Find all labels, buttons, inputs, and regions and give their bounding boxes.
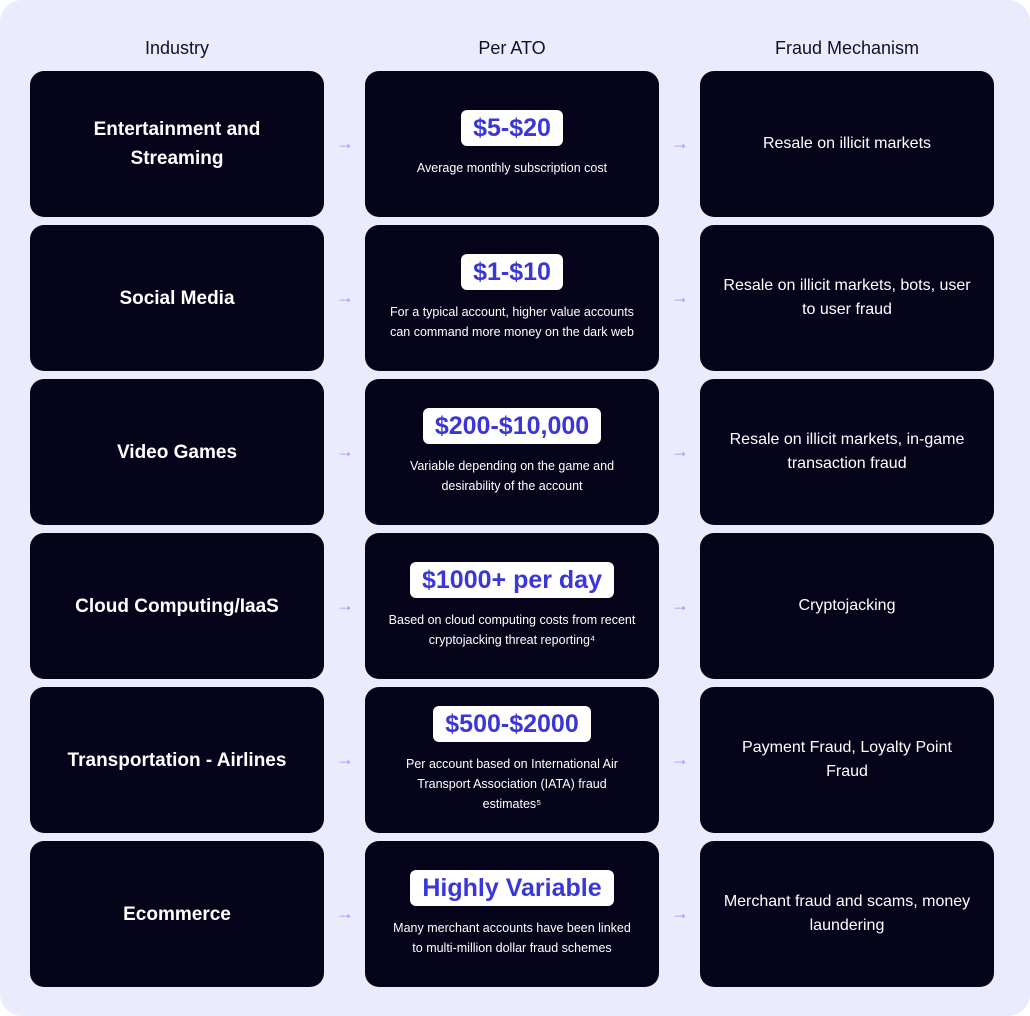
industry-name: Ecommerce — [123, 903, 231, 925]
price-description: Many merchant accounts have been linked to multi-million dollar fraud schemes — [393, 921, 631, 955]
price-card — [365, 379, 659, 525]
fraud-mechanism-text: Merchant fraud and scams, money laundering — [723, 893, 971, 934]
industry-name: Entertainment and Streaming — [93, 119, 261, 169]
price-description: Variable depending on the game and desirability of the account — [409, 459, 615, 493]
mechanism-card — [700, 71, 994, 217]
price-description: For a typical account, higher value accounts can command more money on the dark web — [390, 305, 634, 339]
price-description: Based on cloud computing costs from recent cryptojacking threat reporting⁴ — [388, 613, 636, 647]
industry-card — [30, 225, 324, 371]
arrow-right-icon: → — [671, 287, 689, 307]
fraud-mechanism-text: Cryptojacking — [798, 597, 896, 614]
table-row — [0, 71, 1030, 217]
fraud-mechanism-text: Resale on illicit markets, bots, user to user fraud — [723, 277, 971, 318]
industry-card — [30, 379, 324, 525]
arrow-right-icon: → — [336, 749, 354, 769]
price-card — [365, 841, 659, 987]
arrow-right-icon: → — [336, 133, 354, 153]
table-row — [0, 841, 1030, 987]
industry-name: Cloud Computing/IaaS — [75, 595, 279, 617]
price-description: Per account based on International Air Transport Association (IATA) fraud estimates⁵ — [406, 757, 618, 811]
price-badge: $1000+ per day — [410, 562, 614, 598]
mechanism-card — [700, 225, 994, 371]
fraud-mechanism-text: Payment Fraud, Loyalty Point Fraud — [742, 739, 952, 780]
arrow-right-icon: → — [336, 441, 354, 461]
industry-name: Social Media — [119, 287, 235, 309]
mechanism-card — [700, 533, 994, 679]
industry-card — [30, 71, 324, 217]
price-card — [365, 533, 659, 679]
price-badge: $200-$10,000 — [423, 408, 601, 444]
industry-card — [30, 841, 324, 987]
arrow-right-icon: → — [671, 133, 689, 153]
arrow-right-icon: → — [336, 287, 354, 307]
column-header-industry: Industry — [144, 38, 210, 58]
column-header-per-ato: Per ATO — [478, 38, 546, 58]
industry-card — [30, 687, 324, 833]
mechanism-card — [700, 379, 994, 525]
arrow-right-icon: → — [671, 903, 689, 923]
price-description: Average monthly subscription cost — [416, 161, 608, 175]
column-header-fraud-mechanism: Fraud Mechanism — [774, 38, 920, 58]
price-card — [365, 687, 659, 833]
arrow-right-icon: → — [671, 749, 689, 769]
price-card — [365, 225, 659, 371]
fraud-mechanism-text: Resale on illicit markets — [762, 135, 932, 152]
mechanism-card — [700, 841, 994, 987]
industry-name: Video Games — [116, 441, 238, 463]
price-badge: $1-$10 — [461, 254, 563, 290]
mechanism-card — [700, 687, 994, 833]
table-row — [0, 225, 1030, 371]
arrow-right-icon: → — [336, 903, 354, 923]
fraud-mechanism-text: Resale on illicit markets, in-game transaction fraud — [729, 431, 965, 472]
industry-name: Transportation - Airlines — [67, 749, 287, 771]
arrow-right-icon: → — [671, 595, 689, 615]
table-row — [0, 533, 1030, 679]
arrow-right-icon: → — [671, 441, 689, 461]
price-badge: Highly Variable — [410, 870, 613, 906]
price-card — [365, 71, 659, 217]
arrow-right-icon: → — [336, 595, 354, 615]
price-badge: $500-$2000 — [433, 706, 590, 742]
price-badge: $5-$20 — [461, 110, 563, 146]
table-row — [0, 687, 1030, 833]
industry-card — [30, 533, 324, 679]
table-row — [0, 379, 1030, 525]
